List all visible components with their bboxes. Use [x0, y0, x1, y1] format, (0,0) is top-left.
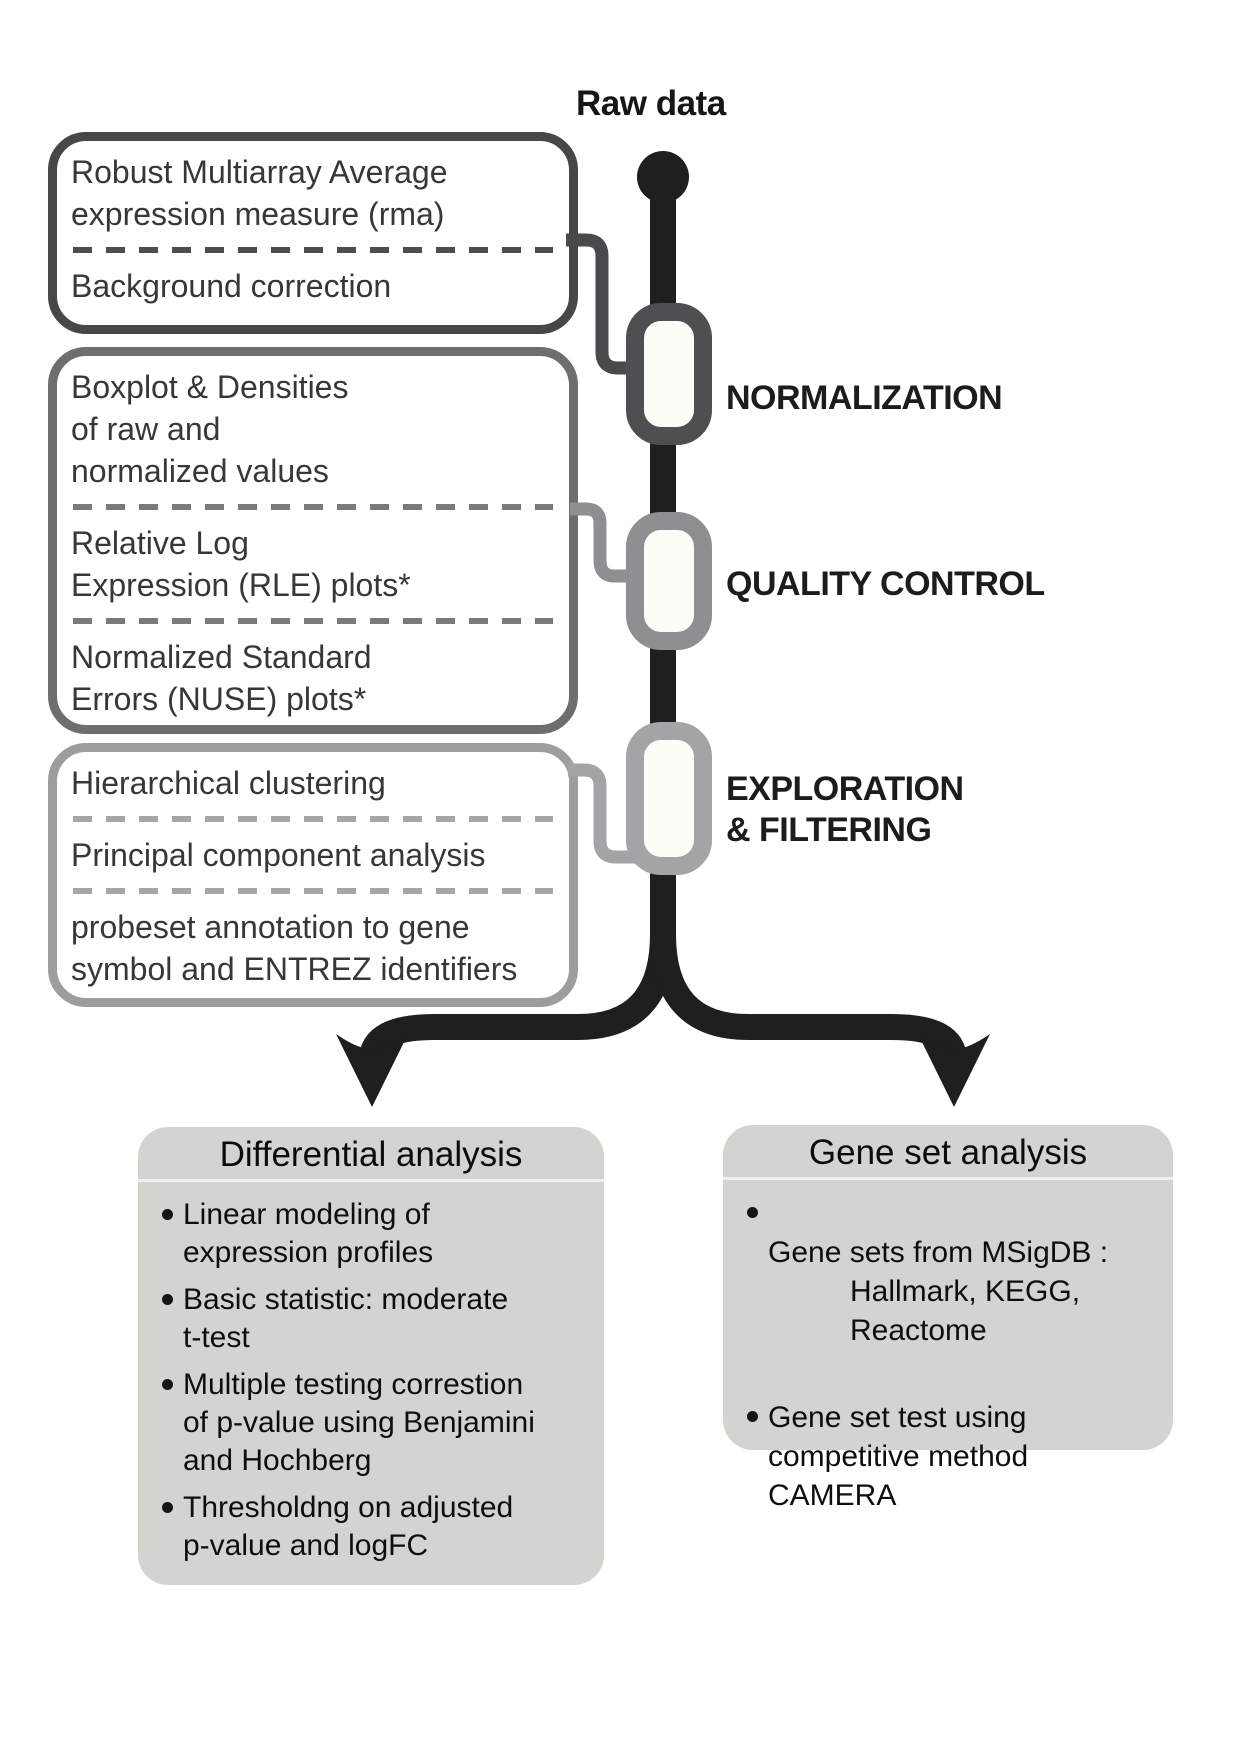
gene-set-analysis-list	[723, 1180, 1173, 1515]
gene-set-analysis-title: Gene set analysis	[723, 1125, 1173, 1180]
node-exploration	[635, 731, 703, 866]
stage-label-normalization: NORMALIZATION	[726, 379, 1003, 417]
bullet-icon	[162, 1379, 173, 1390]
bullet-text: Basic statistic: moderate t-test	[183, 1283, 509, 1354]
step-item: Robust Multiarray Average expression measure (rma)	[71, 154, 448, 232]
raw-data-label: Raw data	[576, 84, 726, 123]
node-normalization	[635, 312, 703, 436]
step-item: Normalized Standard Errors (NUSE) plots*	[71, 639, 372, 717]
differential-analysis-list	[138, 1182, 604, 1565]
list-item	[747, 1398, 1165, 1515]
connector-quality-control	[570, 509, 634, 576]
list-item	[747, 1194, 1165, 1389]
step-item: Hierarchical clustering	[71, 765, 386, 801]
bullet-icon	[747, 1207, 758, 1218]
bullet-icon	[747, 1411, 758, 1422]
step-item: Background correction	[71, 268, 392, 304]
branch-left	[372, 934, 663, 1060]
list-item	[162, 1366, 596, 1480]
bullet-text: Linear modeling of expression profiles	[183, 1198, 434, 1269]
bullet-text	[768, 1194, 1108, 1389]
bullet-icon	[162, 1294, 173, 1305]
gene-sets-intro: Gene sets from MSigDB :	[768, 1236, 1109, 1269]
step-item: Boxplot & Densities of raw and normalized values	[71, 369, 349, 489]
branch-right	[663, 934, 954, 1060]
bullet-text: Multiple testing correstion of p-value using Benjamini and Hochberg	[183, 1368, 535, 1477]
differential-analysis-box	[138, 1127, 604, 1585]
stage-label-quality-control: QUALITY CONTROL	[726, 565, 1045, 603]
node-quality-control	[635, 521, 703, 641]
step-item: Principal component analysis	[71, 837, 486, 873]
step-item: Relative Log Expression (RLE) plots*	[71, 525, 411, 603]
step-item: probeset annotation to gene symbol and ENTREZ identifiers	[71, 909, 518, 987]
list-item	[162, 1489, 596, 1565]
connector-normalization	[566, 240, 634, 368]
bullet-icon	[162, 1209, 173, 1220]
gene-set-analysis-box	[723, 1125, 1173, 1512]
list-item	[162, 1196, 596, 1272]
bullet-text: Thresholdng on adjusted p-value and logFC	[183, 1491, 514, 1562]
gene-sets-names: Hallmark, KEGG, Reactome	[850, 1275, 1081, 1347]
differential-analysis-title: Differential analysis	[138, 1127, 604, 1182]
stage-label-exploration-filtering: EXPLORATION & FILTERING	[726, 770, 964, 849]
bullet-text: Gene set test using competitive method CAMERA	[768, 1401, 1029, 1512]
list-item	[162, 1281, 596, 1357]
bullet-icon	[162, 1502, 173, 1513]
